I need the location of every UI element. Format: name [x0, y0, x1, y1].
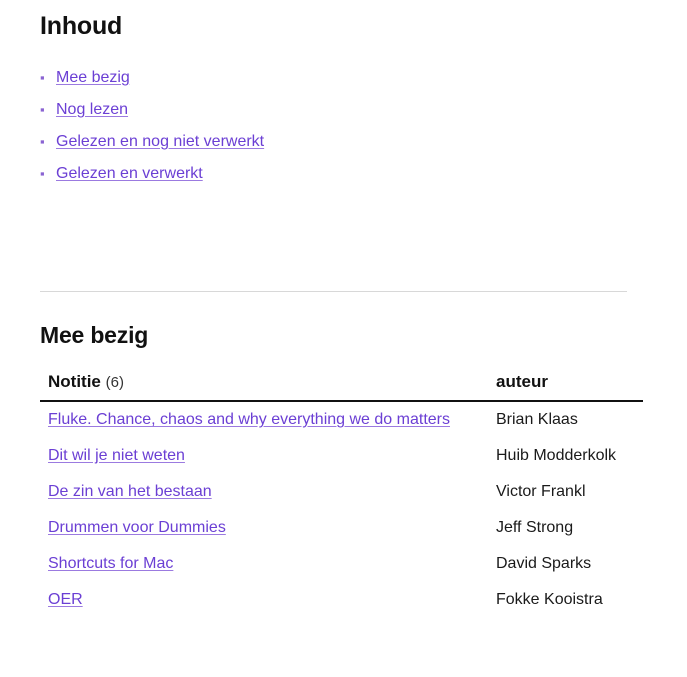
note-title-cell	[40, 546, 488, 582]
bullet-icon: ▪	[40, 166, 45, 181]
table-of-contents	[40, 68, 264, 196]
note-author-cell: Jeff Strong	[496, 519, 574, 536]
toc-item-nog-lezen[interactable]	[40, 100, 264, 120]
bullet-icon: ▪	[40, 134, 45, 149]
note-title-cell	[40, 510, 488, 546]
note-title-cell	[40, 401, 488, 438]
note-link[interactable]: Drummen voor Dummies	[48, 519, 226, 536]
note-link[interactable]: Dit wil je niet weten	[48, 447, 185, 464]
table-row	[40, 438, 643, 474]
column-header-notitie	[40, 372, 488, 401]
note-link[interactable]: De zin van het bestaan	[48, 483, 212, 500]
bullet-icon: ▪	[40, 70, 45, 85]
toc-item-gelezen-en-verwerkt[interactable]	[40, 164, 264, 184]
toc-link[interactable]: Gelezen en nog niet verwerkt	[56, 133, 265, 150]
note-author-cell: David Sparks	[496, 555, 592, 572]
section-divider	[40, 291, 627, 292]
note-author-cell: Brian Klaas	[496, 411, 578, 428]
notes-table	[40, 372, 643, 618]
notes-table-container	[40, 372, 627, 618]
table-header-row	[40, 372, 643, 401]
table-row	[40, 546, 643, 582]
column-header-count: (6)	[105, 374, 124, 391]
toc-link[interactable]: Gelezen en verwerkt	[56, 165, 203, 182]
toc-heading: Inhoud	[40, 12, 123, 40]
toc-item-mee-bezig[interactable]	[40, 68, 264, 88]
note-author-cell: Fokke Kooistra	[496, 591, 603, 608]
note-author-cell: Huib Modderkolk	[496, 447, 617, 464]
note-link[interactable]: OER	[48, 591, 83, 608]
note-title-cell	[40, 582, 488, 618]
note-title-cell	[40, 474, 488, 510]
note-link[interactable]: Fluke. Chance, chaos and why everything we do matters	[48, 411, 450, 428]
table-row	[40, 582, 643, 618]
column-header-auteur: auteur	[488, 372, 643, 401]
note-author-cell: Victor Frankl	[496, 483, 586, 500]
table-row	[40, 401, 643, 438]
note-title-cell	[40, 438, 488, 474]
toc-link[interactable]: Mee bezig	[56, 69, 130, 86]
column-header-label: Notitie	[48, 372, 101, 391]
table-row	[40, 474, 643, 510]
toc-link[interactable]: Nog lezen	[56, 101, 129, 118]
bullet-icon: ▪	[40, 102, 45, 117]
section-heading: Mee bezig	[40, 322, 149, 348]
note-link[interactable]: Shortcuts for Mac	[48, 555, 174, 572]
toc-item-gelezen-en-nog-niet-verwerkt[interactable]	[40, 132, 264, 152]
table-row	[40, 510, 643, 546]
